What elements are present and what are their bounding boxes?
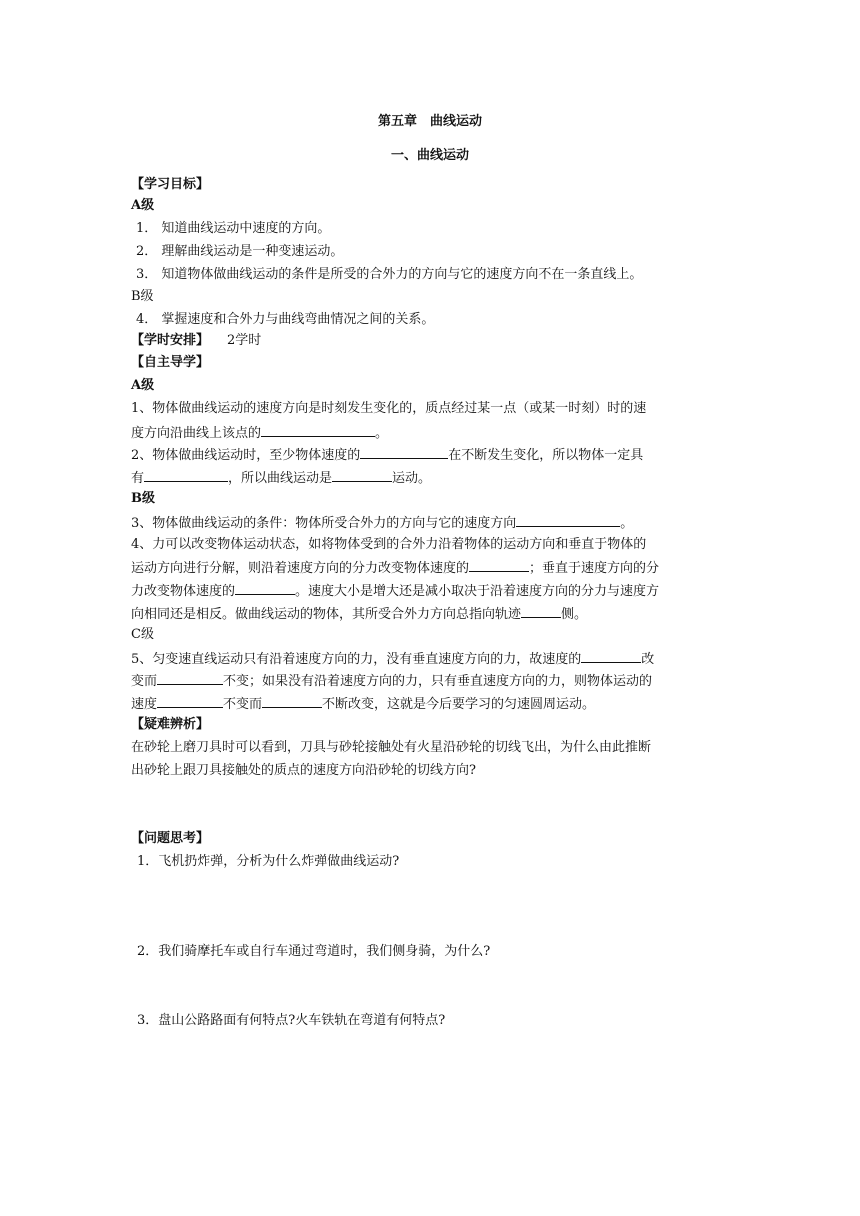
q4-line2: 运动方向进行分解，则沿着速度方向的分力改变物体速度的 ；垂直于速度方向的分 [131,557,731,579]
fill-blank[interactable] [157,693,223,708]
q1-line1: 1、物体做曲线运动的速度方向是时刻发生变化的，质点经过某一点（或某一时刻）时的速 [131,401,647,416]
q2-line1: 2、物体做曲线运动时，至少物体速度的 在不断发生变化，所以物体一定具 [131,444,731,466]
fill-blank[interactable] [235,580,295,595]
fill-blank[interactable] [469,557,529,572]
fill-blank[interactable] [581,648,641,663]
section-title: 一、曲线运动 [390,148,469,163]
objectives-heading: 【学习目标】 [131,177,210,192]
fill-blank[interactable] [521,603,561,618]
fill-blank[interactable] [360,444,448,459]
fill-blank[interactable] [332,467,392,482]
self-study-level-b: B级 [131,491,155,506]
question-item-2: 2．我们骑摩托车或自行车通过弯道时，我们侧身骑，为什么? [137,944,491,959]
fill-blank[interactable] [144,467,228,482]
self-study-heading: 【自主导学】 [131,355,210,370]
q5-line2: 变而 不变；如果没有沿着速度方向的力，只有垂直速度方向的力，则物体运动的 [131,670,731,692]
difficulty-line1: 在砂轮上磨刀具时可以看到，刀具与砂轮接触处有火星沿砂轮的切线飞出，为什么由此推断 [131,740,652,755]
question-item-1: 1．飞机扔炸弹，分析为什么炸弹做曲线运动? [137,854,400,869]
objectives-level-a: A级 [131,198,155,213]
difficulty-line2: 出砂轮上跟刀具接触处的质点的速度方向沿砂轮的切线方向? [131,763,476,778]
questions-heading: 【问题思考】 [131,831,210,846]
objective-item-3: 3． 知道物体做曲线运动的条件是所受的合外力的方向与它的速度方向不在一条直线上。 [136,267,643,282]
objectives-level-b: B级 [131,289,154,304]
q2-line2: 有 ，所以曲线运动是 运动。 [131,467,731,489]
schedule-heading: 【学时安排】 [131,333,210,348]
difficulty-heading: 【疑难辨析】 [131,717,210,732]
q5-line3: 速度 不变而 不断改变，这就是今后要学习的匀速圆周运动。 [131,693,731,715]
q4-line4: 向相同还是相反。做曲线运动的物体，其所受合外力方向总指向轨迹 侧。 [131,603,731,625]
q4-line1: 4、力可以改变物体运动状态，如将物体受到的合外力沿着物体的运动方向和垂直于物体的 [131,537,647,552]
objective-item-4: 4． 掌握速度和合外力与曲线弯曲情况之间的关系。 [136,312,435,327]
chapter-title: 第五章 曲线运动 [377,114,482,129]
q3-line: 3、物体做曲线运动的条件：物体所受合外力的方向与它的速度方向 。 [131,512,731,534]
fill-blank[interactable] [157,670,223,685]
self-study-level-a: A级 [131,378,155,393]
q5-line1: 5、匀变速直线运动只有沿着速度方向的力，没有垂直速度方向的力，故速度的 改 [131,648,731,670]
q4-line3: 力改变物体速度的 。速度大小是增大还是减小取决于沿着速度方向的分力与速度方 [131,580,731,602]
schedule-value: 2学时 [227,333,262,348]
objective-item-2: 2． 理解曲线运动是一种变速运动。 [136,244,344,259]
fill-blank[interactable] [261,422,375,437]
schedule-line [131,331,731,351]
q1-line2: 度方向沿曲线上该点的 。 [131,422,731,444]
self-study-level-c: C级 [131,627,154,642]
fill-blank[interactable] [262,693,322,708]
fill-blank[interactable] [516,512,620,527]
objective-item-1: 1． 知道曲线运动中速度的方向。 [136,221,331,236]
question-item-3: 3．盘山公路路面有何特点?火车铁轨在弯道有何特点? [137,1013,446,1028]
